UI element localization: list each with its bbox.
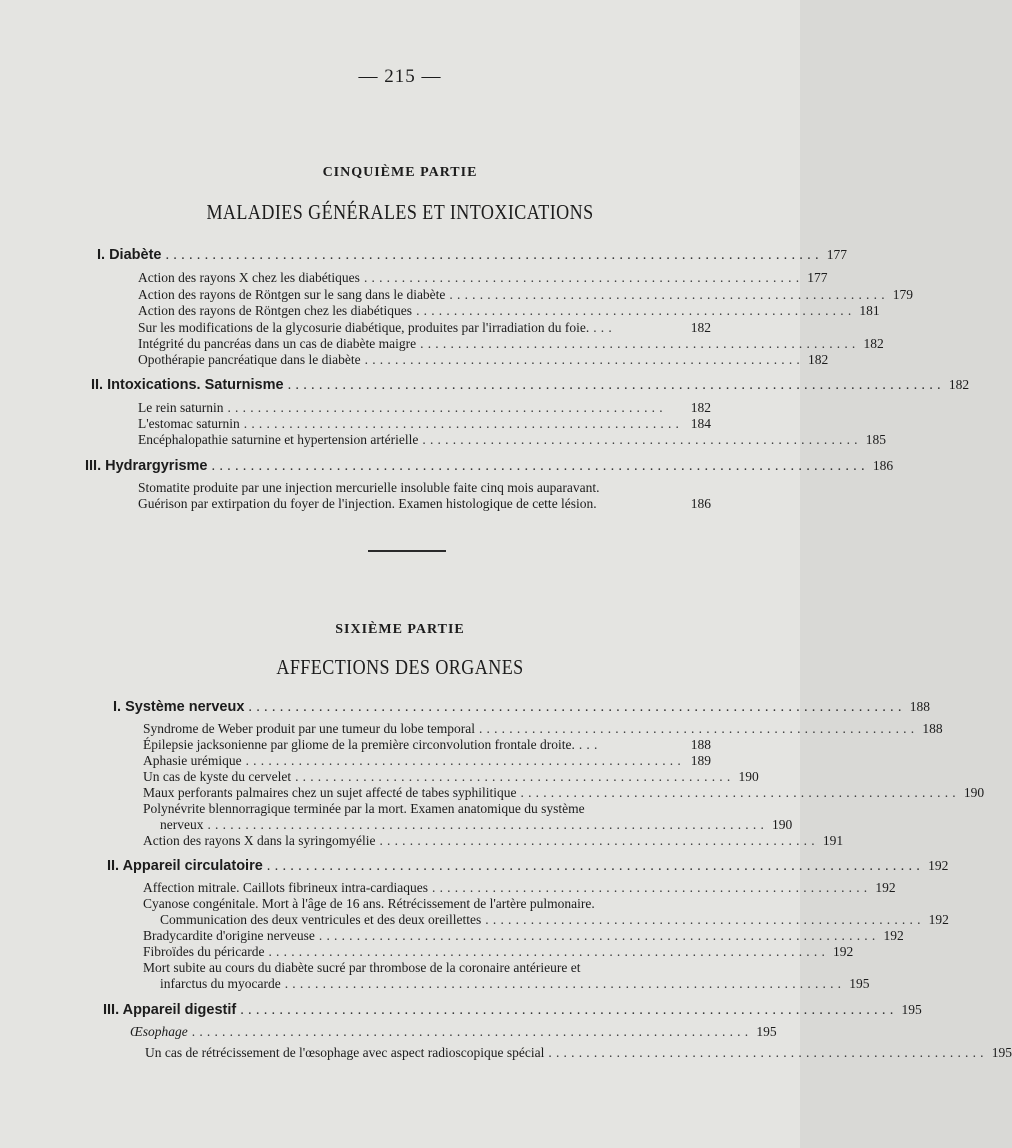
toc-entry[interactable]: Syndrome de Weber produit par une tumeur du lobe temporal .......................................................... 188 <box>143 721 943 736</box>
toc-entry[interactable]: Fibroïdes du péricarde .......................................................................... 192 <box>143 944 854 959</box>
toc-entry[interactable]: Un cas de kyste du cervelet .......................................................... 190 <box>143 769 759 784</box>
toc-heading-appareil-circulatoire[interactable]: II. Appareil circulatoire .................................................................................... 192 <box>107 858 949 874</box>
part-title-5: MALADIES GÉNÉRALES ET INTOXICATIONS <box>206 200 594 224</box>
part-label-5: CINQUIÈME PARTIE <box>322 165 478 180</box>
toc-entry[interactable]: Œsophage .......................................................................... 195 <box>130 1024 777 1039</box>
toc-entry[interactable]: Un cas de rétrécissement de l'œsophage avec aspect radioscopique spécial .......................................................... 195 <box>145 1045 1012 1060</box>
toc-heading-diabete[interactable]: I. Diabète .................................................................................... 177 <box>97 247 848 263</box>
toc-heading-appareil-digestif[interactable]: III. Appareil digestif .................................................................................... 195 <box>103 1002 922 1018</box>
toc-entry[interactable]: Affection mitrale. Caillots fibrineux intra-cardiaques .......................................................... 192 <box>143 880 896 895</box>
section-divider <box>368 550 446 552</box>
part-title-6: AFFECTIONS DES ORGANES <box>276 655 524 679</box>
toc-entry[interactable]: Action des rayons X dans la syringomyélie .......................................................... 191 <box>143 833 844 848</box>
toc-entry-line: Polynévrite blennorragique terminée par la mort. Examen anatomique du système <box>143 801 585 816</box>
toc-entry[interactable]: infarctus du myocarde .......................................................................... 195 <box>160 976 870 991</box>
toc-entry[interactable]: Communication des deux ventricules et des deux oreillettes .......................................................... 192 <box>160 912 949 927</box>
toc-entry[interactable]: Le rein saturnin .......................................................... 182 <box>138 400 711 415</box>
toc-entry[interactable]: Aphasie urémique .......................................................... 189 <box>143 753 711 768</box>
toc-entry[interactable]: Épilepsie jacksonienne par gliome de la première circonvolution frontale droite. ... 188 <box>143 737 711 752</box>
toc-entry[interactable]: Bradycardite d'origine nerveuse .......................................................................... 192 <box>143 928 904 943</box>
toc-entry-line: Cyanose congénitale. Mort à l'âge de 16 ans. Rétrécissement de l'artère pulmonaire. <box>143 896 595 911</box>
toc-entry[interactable]: Sur les modifications de la glycosurie diabétique, produites par l'irradiation du foie. ... 182 <box>138 320 711 335</box>
part-label-6: SIXIÈME PARTIE <box>335 622 465 637</box>
toc-heading-hydrargyrisme[interactable]: III. Hydrargyrisme .................................................................................... 186 <box>85 458 894 474</box>
toc-entry[interactable]: L'estomac saturnin .......................................................... 184 <box>138 416 711 431</box>
toc-entry[interactable]: Action des rayons de Röntgen sur le sang dans le diabète .......................................................... 179 <box>138 287 914 302</box>
toc-entry[interactable]: Opothérapie pancréatique dans le diabète .......................................................... 182 <box>138 352 829 367</box>
toc-heading-systeme-nerveux[interactable]: I. Système nerveux .................................................................................... 188 <box>113 699 930 715</box>
toc-entry[interactable]: Intégrité du pancréas dans un cas de diabète maigre .......................................................... 182 <box>138 336 884 351</box>
page-number: — 215 — <box>358 66 442 87</box>
toc-entry-line: Mort subite au cours du diabète sucré par thrombose de la coronaire antérieure et <box>143 960 581 975</box>
toc-entry[interactable]: Action des rayons X chez les diabétiques .......................................................... 177 <box>138 270 828 285</box>
toc-heading-intoxications[interactable]: II. Intoxications. Saturnisme .................................................................................... 182 <box>91 377 970 393</box>
toc-entry[interactable]: Guérison par extirpation du foyer de l'injection. Examen histologique de cette lésion. 186 <box>138 496 711 511</box>
toc-entry[interactable]: Maux perforants palmaires chez un sujet affecté de tabes syphilitique .......................................................... 190 <box>143 785 985 800</box>
toc-entry[interactable]: nerveux .......................................................................... 190 <box>160 817 793 832</box>
toc-entry-line: Stomatite produite par une injection mercurielle insoluble faite cinq mois auparavant. <box>138 480 600 495</box>
toc-entry[interactable]: Encéphalopathie saturnine et hypertension artérielle .......................................................... 185 <box>138 432 886 447</box>
toc-entry[interactable]: Action des rayons de Röntgen chez les diabétiques .......................................................... 181 <box>138 303 880 318</box>
